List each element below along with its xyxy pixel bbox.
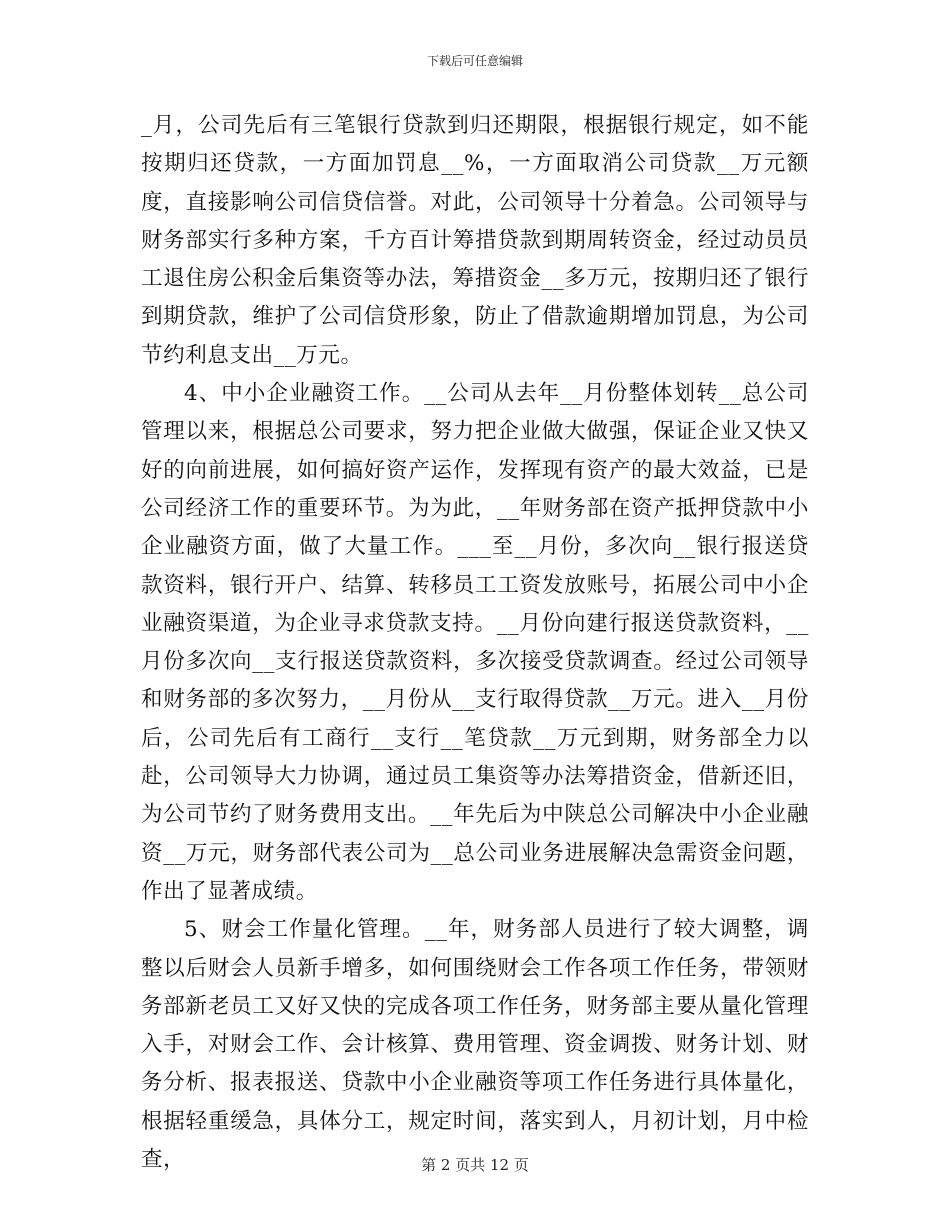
paragraph-2: 4、中小企业融资工作。__公司从去年__月份整体划转__总公司管理以来，根据总公司要求，努力把企业做大做强，保证企业又快又好的向前进展，如何搞好资产运作，发挥现有资产的最大效益，已是公司经济工作的重要环节。为为此，__年财务部在资产抵押贷款中小企业融资方面，做了大量工作。___至__月份，多次向__银行报送贷款资料，银行开户、结算、转移员工工资发放账号，拓展公司中小企业融资渠道，为企业寻求贷款支持。__月份向建行报送贷款资料，__月份多次向__支行报送贷款资料，多次接受贷款调查。经过公司领导和财务部的多次努力，__月份从__支行取得贷款__万元。进入__月份后，公司先后有工商行__支行__笔贷款__万元到期，财务部全力以赴，公司领导大力协调，通过员工集资等办法筹措资金，借新还旧，为公司节约了财务费用支出。__年先后为中陕总公司解决中小企业融资__万元，财务部代表公司为__总公司业务进展解决急需资金问题，作出了显著成绩。 [141, 381, 809, 904]
document-body [141, 107, 809, 1179]
page-header: 下载后可任意编辑 [426, 54, 523, 68]
page-footer: 第 2 页共 12 页 [421, 1156, 529, 1174]
paragraph-3: 5、财会工作量化管理。__年，财务部人员进行了较大调整，调整以后财会人员新手增多，如何围绕财会工作各项工作任务，带领财务部新老员工又好又快的完成各项工作任务，财务部主要从量化管理入手，对财会工作、会计核算、费用管理、资金调拨、财务计划、财务分析、报表报送、贷款中小企业融资等项工作任务进行具体量化，根据轻重缓急，具体分工，规定时间，落实到人，月初计划，月中检查， [141, 917, 809, 1173]
paragraph-1: _月，公司先后有三笔银行贷款到归还期限，根据银行规定，如不能按期归还贷款，一方面加罚息__%，一方面取消公司贷款__万元额度，直接影响公司信贷信誉。对此，公司领导十分着急。公司领导与财务部实行多种方案，千方百计筹措贷款到期周转资金，经过动员员工退住房公积金后集资等办法，筹措资金__多万元，按期归还了银行到期贷款，维护了公司信贷形象，防止了借款逾期增加罚息，为公司节约利息支出__万元。 [141, 113, 809, 368]
